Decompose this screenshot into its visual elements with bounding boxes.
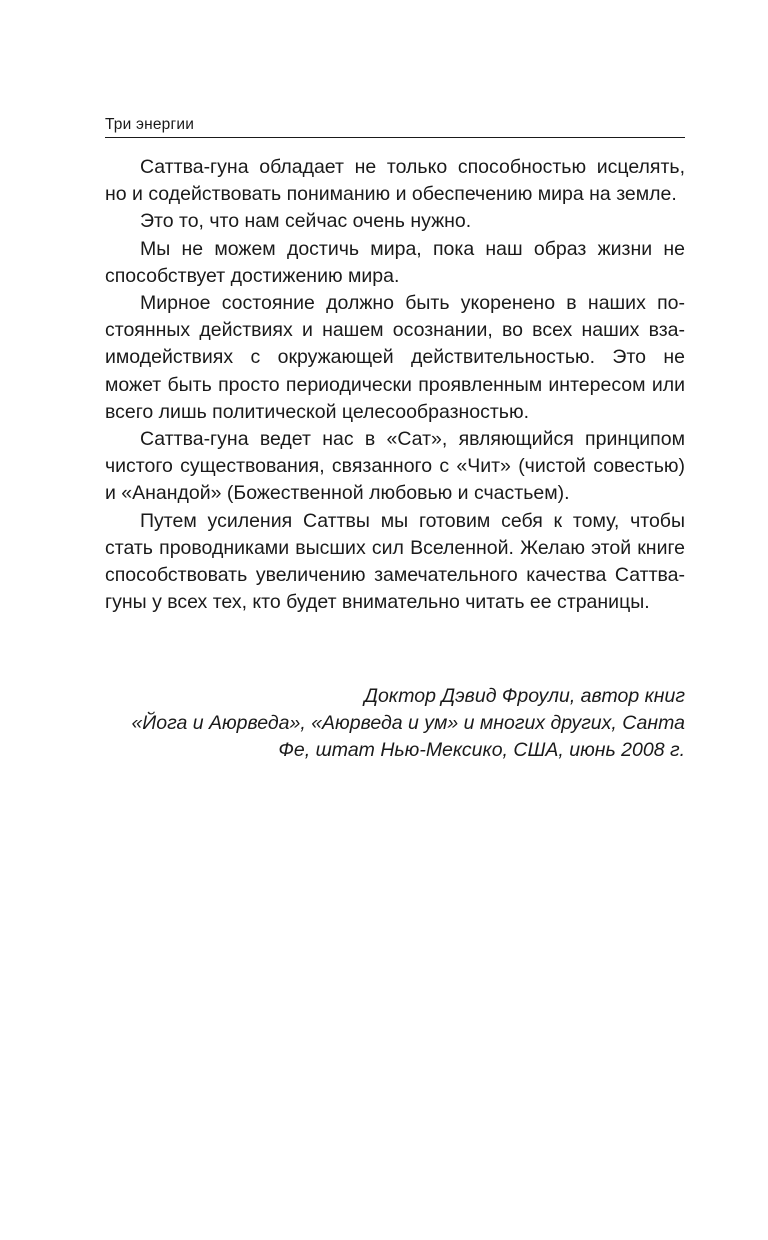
paragraph: Мирное состояние должно быть укоренено в наших постоянных действиях и нашем осознании, во всех наших взаимодействиях с окружающей действительностью. Это не может быть просто периодически проявленным интересом или всего лишь политической целесообразностью. — [105, 292, 685, 423]
paragraph: Путем усиления Саттвы мы готовим себя к тому, чтобы стать проводниками высших сил Вселенной. Желаю этой книге способствовать увеличению замечательного качества Саттва-гуны у всех тех, кто будет внимательно читать ее страницы. — [105, 509, 685, 614]
header-rule — [105, 137, 685, 138]
running-header: Три энергии — [105, 116, 195, 133]
signature-details-line: «Йога и Аюрведа», «Аюрведа и ум» и многих других, Санта Фе, штат Нью-Мексико, США, июнь 2008 г. — [131, 712, 685, 762]
body-text — [105, 154, 685, 616]
author-signature — [105, 683, 685, 765]
paragraph: Это то, что нам сейчас очень нужно. — [140, 210, 472, 233]
paragraph: Саттва-гуна ведет нас в «Сат», являющийся принципом чистого существования, связанного с «Чит» (чистой совестью) и «Анандой» (Божественной любовью и счастьем). — [105, 428, 685, 505]
paragraph: Саттва-гуна обладает не только способностью исцелять, но и содействовать пониманию и обеспечению мира на земле. — [105, 156, 685, 206]
paragraph: Мы не можем достичь мира, пока наш образ жизни не способствует достижению мира. — [105, 237, 685, 287]
signature-author-line: Доктор Дэвид Фроули, автор книг — [364, 685, 685, 707]
